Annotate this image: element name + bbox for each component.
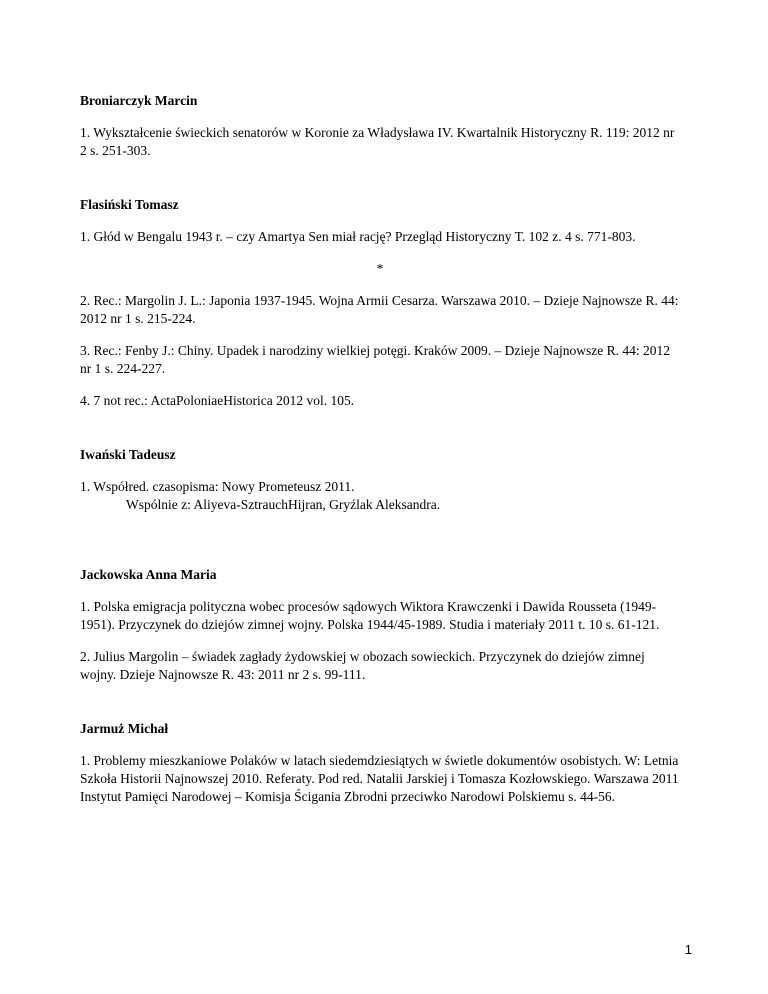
entry-continuation: Wspólnie z: Aliyeva-SztrauchHijran, Gryźlak Aleksandra.	[126, 497, 441, 512]
page-number: 1	[684, 942, 692, 957]
bibliography-list	[80, 92, 680, 820]
bibliography-entry: 1. Wykształcenie świeckich senatorów w Koronie za Władysława IV. Kwartalnik Historyczny R. 119: 2012 nr 2 s. 251-303.	[80, 125, 675, 158]
author-heading: Jarmuż Michał	[80, 721, 169, 736]
author-heading: Flasiński Tomasz	[80, 197, 179, 212]
bibliography-entry: 1. Polska emigracja polityczna wobec procesów sądowych Wiktora Krawczenki i Dawida Rousseta (1949-1951). Przyczynek do dziejów zimnej wojny. Polska 1944/45-1989. Studia i materiały 2011 t. 10 s. 61-121.	[80, 599, 660, 632]
bibliography-entry: 3. Rec.: Fenby J.: Chiny. Upadek i narodziny wielkiej potęgi. Kraków 2009. – Dzieje Najnowsze R. 44: 2012 nr 1 s. 224-227.	[80, 343, 671, 376]
bibliography-entry: 1. Problemy mieszkaniowe Polaków w latach siedemdziesiątych w świetle dokumentów osobistych. W: Letnia Szkoła Historii Najnowszej 2010. Referaty. Pod red. Natalii Jarskiej i Tomasza Kozłowskiego. Warszawa 2011 Instytut Pamięci Narodowej – Komisja Ścigania Zbrodni przeciwko Narodowi Polskiemu s. 44-56.	[80, 753, 679, 804]
bibliography-entry: 2. Julius Margolin – świadek zagłady żydowskiej w obozach sowieckich. Przyczynek do dziejów zimnej wojny. Dzieje Najnowsze R. 43: 2011 nr 2 s. 99-111.	[80, 649, 645, 682]
bibliography-entry: 2. Rec.: Margolin J. L.: Japonia 1937-1945. Wojna Armii Cesarza. Warszawa 2010. – Dzieje Najnowsze R. 44: 2012 nr 1 s. 215-224.	[80, 293, 679, 326]
section-separator: *	[376, 261, 384, 276]
author-heading: Broniarczyk Marcin	[80, 93, 198, 108]
bibliography-entry: 4. 7 not rec.: ActaPoloniaeHistorica 2012 vol. 105.	[80, 393, 355, 408]
author-heading: Iwański Tadeusz	[80, 447, 176, 462]
bibliography-entry	[80, 478, 680, 514]
entry-main-text: 1. Współred. czasopisma: Nowy Prometeusz 2011.	[80, 479, 355, 494]
bibliography-entry: 1. Głód w Bengalu 1943 r. – czy Amartya Sen miał rację? Przegląd Historyczny T. 102 z. 4 s. 771-803.	[80, 229, 636, 244]
author-heading: Jackowska Anna Maria	[80, 567, 217, 582]
